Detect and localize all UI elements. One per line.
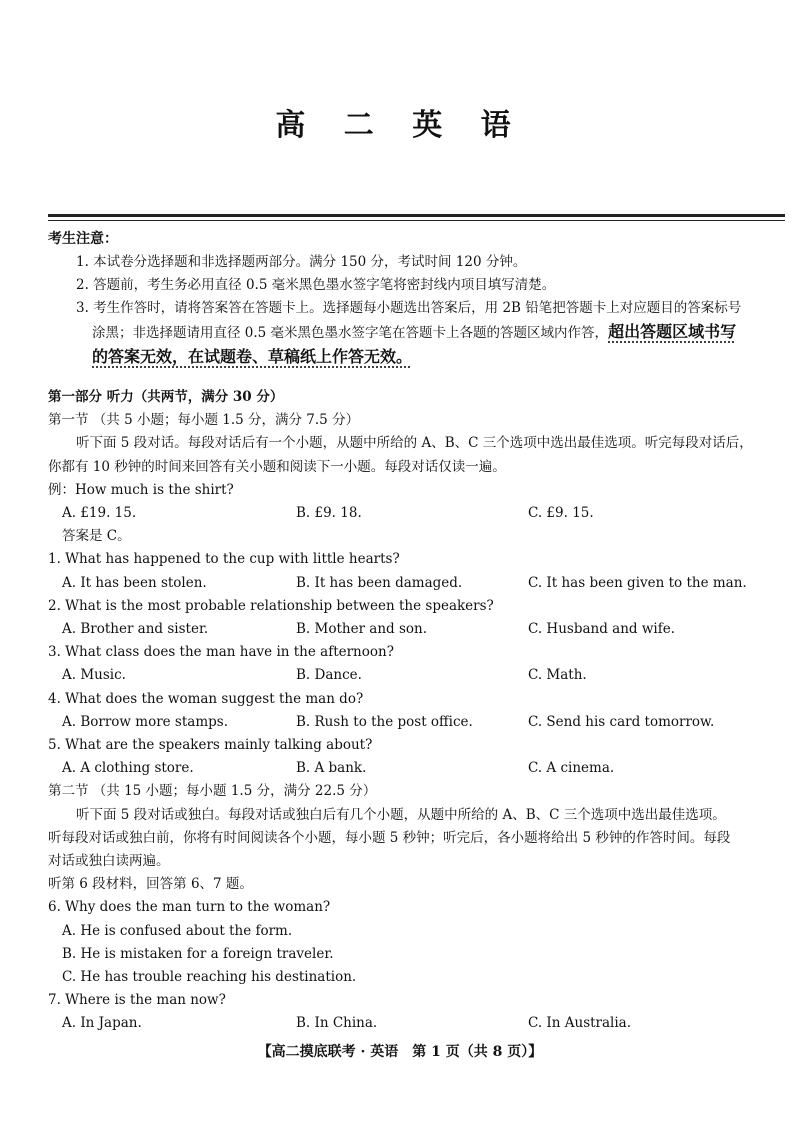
page-footer: 【高二摸底联考 · 英语 第 1 页（共 8 页）】 <box>257 1044 543 1060</box>
exam-notice <box>48 228 788 370</box>
question-4-option-b: B. Rush to the post office. <box>296 713 473 730</box>
question-2: 2. What is the most probable relationship between the speakers? <box>48 597 494 614</box>
question-3-options <box>48 664 788 687</box>
section1-instruction-1: 听下面 5 段对话。每段对话后有一个小题，从题中所给的 A、B、C 三个选项中选出最佳选项。听完每段对话后， <box>76 435 753 452</box>
question-5-options <box>48 757 788 780</box>
exam-title: 高 二 英 语 <box>275 108 525 143</box>
notice-emphasis-1: 超出答题区域书写 <box>608 322 737 341</box>
question-2-option-c: C. Husband and wife. <box>528 621 675 638</box>
example-option-a: A. £19. 15. <box>62 505 137 522</box>
notice-emphasis-2: 的答案无效，在试题卷、草稿纸上作答无效。 <box>92 347 413 366</box>
notice-item-1: 1. 本试卷分选择题和非选择题两部分。满分 150 分，考试时间 120 分钟。 <box>76 254 527 270</box>
question-1-options <box>48 572 788 595</box>
exam-body <box>48 386 788 1036</box>
notice-item-3-line1: 3. 考生作答时，请将答案答在答题卡上。选择题每小题选出答案后，用 2B 铅笔把答题卡上对应题目的答案标号 <box>76 300 742 316</box>
question-1-option-a: A. It has been stolen. <box>62 574 207 591</box>
section2-heading: 第二节 （共 15 小题；每小题 1.5 分，满分 22.5 分） <box>48 783 377 800</box>
question-6-option-c: C. He has trouble reaching his destination. <box>62 969 357 986</box>
question-4-option-a: A. Borrow more stamps. <box>62 713 228 730</box>
question-5-option-a: A. A clothing store. <box>62 760 194 777</box>
example-options <box>48 502 788 525</box>
question-6-option-a: A. He is confused about the form. <box>62 922 293 939</box>
question-3-option-c: C. Math. <box>528 667 587 684</box>
question-4: 4. What does the woman suggest the man do? <box>48 690 364 707</box>
question-7-options <box>48 1012 788 1035</box>
section2-instruction-2: 听每段对话或独白前，你将有时间阅读各个小题，每小题 5 秒钟；听完后，各小题将给出 5 秒钟的作答时间。每段 <box>48 829 731 846</box>
question-3: 3. What class does the man have in the afternoon? <box>48 644 394 661</box>
example-option-b: B. £9. 18. <box>296 505 362 522</box>
section2-instruction-3: 对话或独白读两遍。 <box>48 853 170 870</box>
question-5: 5. What are the speakers mainly talking about? <box>48 737 373 754</box>
question-5-option-b: B. A bank. <box>296 760 367 777</box>
notice-item-2: 2. 答题前，考生务必用直径 0.5 毫米黑色墨水签字笔将密封线内项目填写清楚。 <box>76 277 556 293</box>
section1-instruction-2: 你都有 10 秒钟的时间来回答有关小题和阅读下一小题。每段对话仅读一遍。 <box>48 458 506 475</box>
example-question: 例：How much is the shirt? <box>48 481 234 498</box>
section2-instruction-1: 听下面 5 段对话或独白。每段对话或独白后有几个小题，从题中所给的 A、B、C 三个选项中选出最佳选项。 <box>76 806 726 823</box>
question-1-option-b: B. It has been damaged. <box>296 574 463 591</box>
notice-heading: 考生注意： <box>48 231 118 247</box>
question-3-option-b: B. Dance. <box>296 667 362 684</box>
example-option-c: C. £9. 15. <box>528 505 594 522</box>
question-6-option-b: B. He is mistaken for a foreign traveler. <box>62 945 334 962</box>
question-2-option-a: A. Brother and sister. <box>62 621 209 638</box>
notice-item-3-text: 涂黑；非选择题请用直径 0.5 毫米黑色墨水签字笔在答题卡上各题的答题区域内作答， <box>92 325 609 341</box>
question-5-option-c: C. A cinema. <box>528 760 615 777</box>
header-rule-thick <box>48 214 785 217</box>
notice-item-3-line3 <box>48 345 788 370</box>
question-3-option-a: A. Music. <box>62 667 126 684</box>
question-2-option-b: B. Mother and son. <box>296 621 428 638</box>
section1-heading: 第一节 （共 5 小题；每小题 1.5 分，满分 7.5 分） <box>48 412 360 429</box>
question-7-option-b: B. In China. <box>296 1015 378 1032</box>
header-rule-thin <box>48 220 785 221</box>
question-4-option-c: C. Send his card tomorrow. <box>528 713 715 730</box>
question-4-options <box>48 711 788 734</box>
question-6: 6. Why does the man turn to the woman? <box>48 899 331 916</box>
example-answer: 答案是 C。 <box>62 528 131 545</box>
notice-item-3-line2 <box>48 320 788 345</box>
question-1: 1. What has happened to the cup with little hearts? <box>48 551 400 568</box>
question-7-option-a: A. In Japan. <box>62 1015 142 1032</box>
question-7-option-c: C. In Australia. <box>528 1015 632 1032</box>
material-6-heading: 听第 6 段材料，回答第 6、7 题。 <box>48 876 253 893</box>
question-2-options <box>48 618 788 641</box>
question-7: 7. Where is the man now? <box>48 992 226 1009</box>
question-1-option-c: C. It has been given to the man. <box>528 574 747 591</box>
part1-heading: 第一部分 听力（共两节，满分 30 分） <box>48 389 284 405</box>
